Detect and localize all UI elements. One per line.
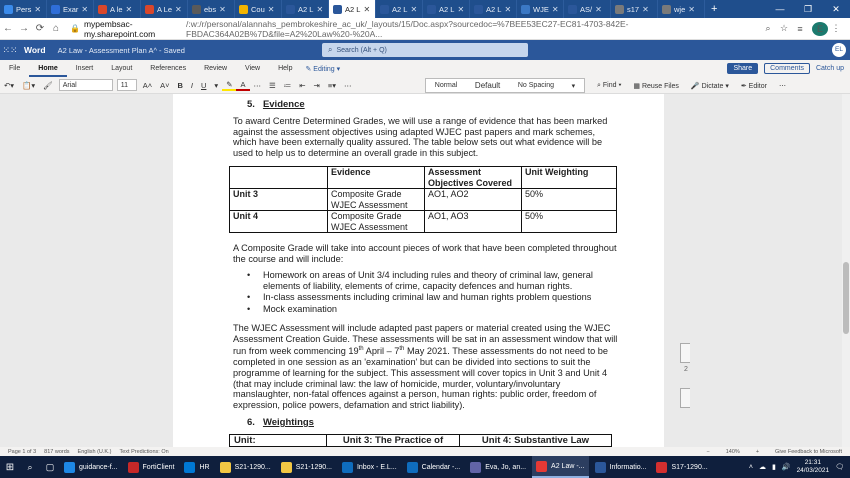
app-icon <box>407 462 418 473</box>
font-color-icon[interactable]: A <box>236 80 249 91</box>
back-icon[interactable]: ← <box>3 23 13 34</box>
tab-favicon-icon <box>662 5 671 14</box>
taskbar-app[interactable] <box>403 456 465 478</box>
taskbar-app[interactable] <box>532 456 588 478</box>
tab-favicon-icon <box>145 5 154 14</box>
taskbar-app-label: guidance-f... <box>79 463 118 471</box>
browser-tab[interactable] <box>564 0 611 18</box>
tab-label: WJE <box>533 4 549 14</box>
browser-tab[interactable] <box>470 0 517 18</box>
table-header-row <box>230 435 612 447</box>
table-header-cell: Unit 3: The Practice of <box>327 435 460 447</box>
editor-label: Editor <box>748 82 767 90</box>
tab-favicon-icon <box>239 5 248 14</box>
close-tab-icon[interactable]: ✕ <box>551 4 559 14</box>
tab-favicon-icon <box>98 5 107 14</box>
browser-tab[interactable] <box>47 0 94 18</box>
browser-tab[interactable] <box>0 0 47 18</box>
paragraph-text: May 2021. These assessments do not need to be completed in one session as an 'examination' but can be divided into sections to suit the programme of learning for the subject. This assessment will cover topics in Unit 3 and Unit 4 (that may include criminal law: the law of homicide, murder, voluntary/involuntary manslaughter, non-fatal offences against a person, human rights: public order, freedom of expression, police powers, defamation and strict liability). <box>233 346 609 410</box>
table-cell: 50% <box>522 189 617 211</box>
list-item: • Homework on areas of Unit 3/4 including rules and theory of criminal law, general elements of liability, elements of crime, capacity defences and human rights. <box>247 270 607 291</box>
tab-favicon-icon <box>521 5 530 14</box>
status-bar <box>0 447 850 456</box>
tab-favicon-icon <box>615 5 624 14</box>
style-normal[interactable]: Normal <box>434 82 458 89</box>
word-count[interactable]: 817 words <box>44 448 70 455</box>
search-icon: ⌕ <box>328 45 333 54</box>
decrease-font-icon[interactable]: A˅ <box>160 80 170 90</box>
browser-tab[interactable] <box>141 0 188 18</box>
app-icon <box>470 462 481 473</box>
highlight-icon[interactable]: ✎ <box>222 80 236 91</box>
app-icon <box>128 462 139 473</box>
search-placeholder: Search (Alt + Q) <box>336 46 387 54</box>
tab-label: wje <box>674 4 686 14</box>
taskbar-app[interactable] <box>124 456 179 478</box>
app-name[interactable]: Word <box>24 45 46 55</box>
tray-chevron-icon[interactable]: ˄ <box>748 463 753 471</box>
close-tab-icon[interactable]: ✕ <box>457 4 465 14</box>
editing-mode-button[interactable]: ✎ Editing ▾ <box>305 65 341 73</box>
section-heading-weightings <box>247 417 314 428</box>
close-tab-icon[interactable]: ✕ <box>316 4 324 14</box>
lock-icon: 🔒 <box>70 24 80 33</box>
close-tab-icon[interactable]: ✕ <box>688 4 695 14</box>
app-icon <box>536 461 547 472</box>
url-path: /:w:/r/personal/alannahs_pembrokeshire_ac_uk/_layouts/15/Doc.aspx?sourcedoc=%7BEE53EC27-EC81-4703-842E-FBDAC364A02B%7D&file=A2%20Law%20-%20A... <box>186 18 629 39</box>
close-tab-icon[interactable]: ✕ <box>410 4 418 14</box>
close-tab-icon[interactable]: ✕ <box>595 4 602 14</box>
browser-tab[interactable] <box>282 0 329 18</box>
reuse-files-label: Reuse Files <box>641 82 679 90</box>
system-tray <box>749 459 844 475</box>
search-icon[interactable]: ⌕ <box>765 23 771 33</box>
close-tab-icon[interactable]: ✕ <box>642 4 649 14</box>
clock[interactable] <box>797 459 830 475</box>
table-row <box>230 211 617 233</box>
font-name-select[interactable]: Arial <box>59 79 113 91</box>
taskbar-app[interactable] <box>60 456 122 478</box>
zoom-in-icon[interactable]: + <box>755 448 760 455</box>
tab-label: A2 L <box>439 4 455 14</box>
taskbar-app[interactable] <box>180 456 213 478</box>
taskbar-app-label: Informatio... <box>609 463 647 471</box>
tab-favicon-icon <box>286 5 295 14</box>
taskbar-app[interactable] <box>466 456 530 478</box>
tab-label: AS/ <box>580 4 593 14</box>
section-heading-evidence <box>247 99 305 110</box>
volume-icon[interactable]: 🔊 <box>781 464 791 471</box>
clock-time: 21:31 <box>804 459 821 466</box>
format-painter-icon[interactable]: 🖌 <box>43 80 53 90</box>
tab-label: Cou <box>251 4 265 14</box>
table-header-cell: Unit 4: Substantive Law <box>460 435 612 447</box>
document-name[interactable]: A2 Law - Assessment Plan A^ - Saved <box>57 45 185 55</box>
bookmarks-icon[interactable]: ≡ <box>797 23 803 34</box>
app-launcher-icon[interactable]: ⁙⁙ <box>2 44 18 55</box>
close-tab-icon[interactable]: ✕ <box>81 4 89 14</box>
minimize-icon[interactable]: — <box>775 4 785 14</box>
close-tab-icon[interactable]: ✕ <box>34 4 42 14</box>
language[interactable]: English (U.K.) <box>77 448 112 455</box>
browser-tab[interactable] <box>94 0 141 18</box>
zoom-level[interactable]: 140% <box>725 448 740 455</box>
editing-label: Editing <box>313 65 335 73</box>
find-label: Find <box>602 81 617 89</box>
browser-tab[interactable] <box>188 0 235 18</box>
clock-date: 24/03/2021 <box>796 467 830 474</box>
table-header-cell <box>230 167 328 189</box>
tab-file[interactable]: File <box>9 65 21 72</box>
tab-label: A2 L <box>345 4 361 14</box>
browser-tab-strip <box>0 0 850 18</box>
text-predictions[interactable]: Text Predictions: On <box>119 448 169 455</box>
style-default[interactable]: Default <box>474 81 501 90</box>
tab-view[interactable]: View <box>245 65 261 72</box>
weightings-table <box>229 434 612 447</box>
browser-tab[interactable] <box>611 0 658 18</box>
taskbar-app-label: Inbox - E.L... <box>356 463 397 471</box>
paste-icon[interactable]: 📋▾ <box>22 80 36 90</box>
tab-favicon-icon <box>333 5 342 14</box>
table-cell: Composite Grade WJEC Assessment <box>328 189 425 211</box>
scrollbar-thumb[interactable] <box>843 262 849 334</box>
profile-avatar[interactable]: E <box>812 22 828 36</box>
superscript: th <box>358 346 364 353</box>
tab-layout[interactable]: Layout <box>111 65 133 72</box>
more-text-formats-icon[interactable]: ▾ <box>214 80 219 90</box>
tab-references[interactable]: References <box>150 65 187 72</box>
close-window-icon[interactable]: ✕ <box>832 4 840 14</box>
styles-dropdown-icon[interactable]: ▾ <box>571 82 576 90</box>
app-icon <box>220 462 231 473</box>
app-icon <box>64 462 75 473</box>
table-header-cell: Evidence <box>328 167 425 189</box>
table-cell: 50% <box>522 211 617 233</box>
browser-tab[interactable] <box>235 0 282 18</box>
more-paragraph-icon[interactable]: ⋯ <box>343 80 352 90</box>
close-tab-icon[interactable]: ✕ <box>219 4 226 14</box>
document-canvas <box>0 94 850 447</box>
search-box[interactable] <box>322 43 528 57</box>
tab-label: s17 <box>627 4 640 14</box>
ribbon-tabs <box>0 60 850 77</box>
close-tab-icon[interactable]: ✕ <box>175 4 182 14</box>
font-size-select[interactable]: 11 <box>117 79 137 91</box>
table-cell: Unit 3 <box>230 189 328 211</box>
underline-icon[interactable]: U <box>201 80 207 90</box>
browser-tab[interactable] <box>376 0 423 18</box>
taskbar-app[interactable] <box>277 456 336 478</box>
table-header-cell: Assessment Objectives Covered <box>425 167 522 189</box>
forward-icon[interactable]: → <box>19 23 29 34</box>
bullets-icon[interactable]: ☰ <box>269 80 276 90</box>
app-icon <box>281 462 292 473</box>
close-tab-icon[interactable]: ✕ <box>125 4 133 14</box>
taskbar-app[interactable] <box>652 456 711 478</box>
page-count[interactable]: Page 1 of 3 <box>8 448 37 455</box>
styles-gallery[interactable] <box>425 78 585 93</box>
comments-button[interactable]: Comments <box>764 63 810 74</box>
tab-label: A2 L <box>392 4 408 14</box>
window-controls <box>766 0 850 18</box>
evidence-bullet-list <box>247 270 607 316</box>
browser-tab[interactable] <box>658 0 705 18</box>
tab-favicon-icon <box>427 5 436 14</box>
new-tab-button[interactable]: + <box>711 3 718 15</box>
maximize-icon[interactable]: ❐ <box>803 4 813 14</box>
taskbar-app-label: HR <box>199 463 210 471</box>
close-tab-icon[interactable]: ✕ <box>504 4 512 14</box>
tab-help[interactable]: Help <box>278 65 293 72</box>
taskbar-search-icon[interactable]: ⌕ <box>27 461 33 472</box>
taskbar-app-label: S17-1290... <box>671 463 708 471</box>
network-icon[interactable]: ▮ <box>771 464 776 471</box>
zoom-out-icon[interactable]: − <box>706 448 710 455</box>
tab-label: A Le <box>157 4 173 14</box>
superscript: th <box>399 346 405 353</box>
composite-grade-paragraph: A Composite Grade will take into account pieces of work that have been completed throughout the course and will include: <box>233 243 617 264</box>
url-field[interactable] <box>70 18 730 39</box>
table-cell: Unit 4 <box>230 211 328 233</box>
tab-label: Exar <box>63 4 79 14</box>
increase-font-icon[interactable]: A˄ <box>142 80 153 90</box>
taskbar-app-label: Eva, Jo, an... <box>485 463 527 471</box>
tab-favicon-icon <box>568 5 577 14</box>
app-icon <box>656 462 667 473</box>
browser-tab[interactable] <box>423 0 470 18</box>
notifications-icon[interactable]: 🗨 <box>835 464 844 471</box>
taskbar-app[interactable] <box>338 456 401 478</box>
tab-favicon-icon <box>51 5 60 14</box>
tab-label: ebs <box>204 4 217 14</box>
reuse-files-button[interactable]: ▦ Reuse Files <box>633 82 679 90</box>
tab-label: A2 L <box>298 4 314 14</box>
taskbar-app-label: A2 Law -... <box>551 462 585 470</box>
close-tab-icon[interactable]: ✕ <box>363 4 371 14</box>
align-icon[interactable]: ≡▾ <box>327 80 336 90</box>
reload-icon[interactable]: ⟳ <box>35 23 45 34</box>
tab-favicon-icon <box>4 5 13 14</box>
tab-label: Pers <box>16 4 32 14</box>
tab-home[interactable]: Home <box>29 60 66 77</box>
table-row <box>230 189 617 211</box>
feedback-link[interactable]: Give Feedback to Microsoft <box>775 448 842 455</box>
decrease-indent-icon[interactable]: ⇤ <box>299 80 306 90</box>
tab-label: A2 L <box>486 4 502 14</box>
tab-favicon-icon <box>192 5 201 14</box>
url-host: mypembsac-my.sharepoint.com <box>83 18 156 39</box>
evidence-table <box>229 166 617 233</box>
onedrive-icon[interactable]: ☁ <box>758 464 766 471</box>
taskbar-app-label: S21-1290... <box>295 463 332 471</box>
catch-up-button[interactable]: Catch up <box>815 65 844 72</box>
section-title: Evidence <box>262 99 305 110</box>
star-icon[interactable]: ☆ <box>779 23 789 33</box>
user-avatar[interactable]: EL <box>832 43 846 57</box>
tab-insert[interactable]: Insert <box>75 65 94 72</box>
more-menu-icon[interactable]: ⋮ <box>831 23 841 33</box>
taskbar-app-label: Calendar -... <box>421 463 461 471</box>
section-number: 5. <box>247 99 255 110</box>
italic-icon[interactable]: I <box>190 80 193 90</box>
side-handle-top[interactable] <box>680 343 690 363</box>
windows-start-icon[interactable]: ⊞ <box>5 461 15 473</box>
more-options-icon[interactable]: ⋯ <box>778 82 786 90</box>
vertical-scrollbar[interactable] <box>842 94 850 447</box>
page-number-marker: 2 <box>684 366 688 373</box>
tab-favicon-icon <box>474 5 483 14</box>
share-button[interactable]: Share <box>727 63 758 74</box>
evidence-paragraph: To award Centre Determined Grades, we will use a range of evidence that has been marked against the assessment objectives using adapted WJEC past papers and mark schemes, which have been externally quality assured. The table below sets out what evidence will be used to help us to determine an overall grade in this subject. <box>233 116 608 159</box>
windows-taskbar <box>0 456 850 478</box>
tab-label: A le <box>110 4 123 14</box>
wjec-assessment-paragraph <box>233 323 618 411</box>
dictate-label: Dictate <box>701 82 724 90</box>
undo-icon[interactable]: ↶▾ <box>4 80 15 90</box>
tab-review[interactable]: Review <box>204 65 228 72</box>
table-cell: AO1, AO2 <box>425 189 522 211</box>
dictate-button[interactable]: 🎤 Dictate ▾ <box>690 82 729 90</box>
taskbar-app[interactable] <box>591 456 651 478</box>
numbering-icon[interactable]: ≔ <box>283 80 292 90</box>
taskbar-app-label: FortiClient <box>142 463 175 471</box>
paragraph-text: April – 7 <box>363 346 400 357</box>
table-cell: Composite Grade WJEC Assessment <box>328 211 425 233</box>
app-icon <box>342 462 353 473</box>
increase-indent-icon[interactable]: ⇥ <box>313 80 320 90</box>
list-item: • Mock examination <box>247 304 607 315</box>
browser-tab[interactable] <box>329 0 376 18</box>
close-tab-icon[interactable]: ✕ <box>267 4 275 14</box>
formatting-toolbar <box>0 77 850 94</box>
home-icon[interactable]: ⌂ <box>52 23 60 34</box>
app-icon <box>595 462 606 473</box>
side-handle-bottom[interactable] <box>680 388 690 408</box>
word-header <box>0 40 850 60</box>
section-title: Weightings <box>262 417 314 428</box>
list-item: • In-class assessments including criminal law and human rights problem questions <box>247 292 607 303</box>
editor-button[interactable]: ✒ Editor <box>740 82 767 90</box>
bold-icon[interactable]: B <box>177 80 183 90</box>
address-bar <box>0 18 850 40</box>
find-button[interactable]: ⌕ Find ▾ <box>597 81 622 89</box>
app-icon <box>184 462 195 473</box>
table-header-row <box>230 167 617 189</box>
tab-favicon-icon <box>380 5 389 14</box>
table-cell: AO1, AO3 <box>425 211 522 233</box>
table-header-cell: Unit: <box>230 435 327 447</box>
task-view-icon[interactable]: ▢ <box>45 461 55 472</box>
taskbar-app[interactable] <box>216 456 275 478</box>
style-no-spacing[interactable]: No Spacing <box>517 82 555 89</box>
table-header-cell: Unit Weighting <box>522 167 617 189</box>
taskbar-app-label: S21-1290... <box>234 463 271 471</box>
more-options-icon[interactable]: ⋯ <box>253 80 261 90</box>
section-number: 6. <box>247 417 255 428</box>
paragraph-text: The WJEC Assessment will include adapted past papers or material created using the WJEC Assessment Creation Guide. These assessments will be sat in an assessment window that will run from week commencing 19 <box>233 323 618 357</box>
browser-tab[interactable] <box>517 0 564 18</box>
